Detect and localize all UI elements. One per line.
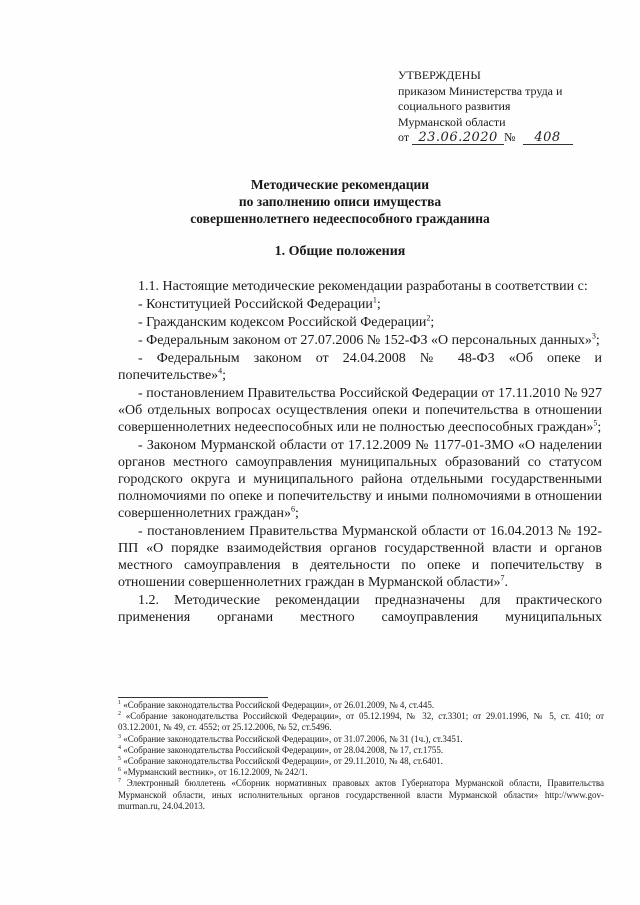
footnote: $^4$ «Собрание законодательства Российской Федерации», от 28.04.2008, № 17, ст.1755. bbox=[118, 744, 444, 755]
title-line-2: по заполнению описи имущества bbox=[238, 194, 442, 209]
approval-stamp bbox=[398, 68, 598, 146]
list-item-law-1177: - Законом Мурманской области от 17.12.2009 № 1177-01-ЗМО «О наделении органов местного самоуправления муниципальных образований со статусом городского округа и муниципального района отдельными государственными полномочиями по опеке и попечительству и иными полномочиями в отношении совершеннолетних граждан»$^6$; bbox=[118, 438, 602, 521]
approval-ministry-line: социального развития bbox=[398, 99, 511, 113]
document-title bbox=[150, 176, 530, 227]
title-line-1: Методические рекомендации bbox=[250, 177, 430, 192]
section-heading: 1. Общие положения bbox=[274, 244, 406, 259]
handwritten-number: 408 bbox=[523, 131, 573, 145]
footnote: $^7$ Электронный бюллетень «Сборник нормативных правовых актов Губернатора Мурманской области, Правительства Мурманской области, иных исполнительных органов государственной власти Мурманской области» http://www.gov-murman.ru, 24.04.2013. bbox=[118, 778, 605, 811]
footnote: $^1$ «Собрание законодательства Российской Федерации», от 26.01.2009, № 4, ст.445. bbox=[118, 700, 435, 710]
document-body bbox=[118, 278, 602, 627]
footnote: $^5$ «Собрание законодательства Российской Федерации», от 29.11.2010, № 48, ст.6401. bbox=[118, 756, 443, 767]
title-line-3: совершеннолетнего недееспособного гражданина bbox=[190, 211, 490, 226]
paragraph-1-1: 1.1. Настоящие методические рекомендации разработаны в соответствии с: bbox=[138, 279, 588, 294]
approval-order-line: приказом Министерства труда и bbox=[398, 83, 563, 98]
handwritten-date: 23.06.2020 bbox=[412, 131, 504, 145]
footnote: $^2$ «Собрание законодательства Российской Федерации», от 05.12.1994, № 32, ст.3301; от 29.01.1996, № 5, ст. 410; от 03.12.2001, № 49, ст. 4552; от 25.12.2006, № 52, ст.5496. bbox=[118, 711, 605, 733]
list-item-law-48: - Федеральным законом от 24.04.2008 № 48-ФЗ «Об опеке и попечительстве»$^4$; bbox=[118, 351, 602, 383]
list-item-decree-927: - постановлением Правительства Российской Федерации от 17.11.2010 № 927 «Об отдельных вопросах осуществления опеки и попечительства в отношении совершеннолетних недееспособных или не полностью дееспособных граждан»$^5$; bbox=[118, 386, 602, 435]
approval-heading: УТВЕРЖДЕНЫ bbox=[398, 68, 481, 82]
approval-region-line: Мурманской области bbox=[398, 114, 506, 129]
date-prefix: от bbox=[398, 130, 410, 144]
footnote: $^3$ «Собрание законодательства Российской Федерации», от 31.07.2006, № 31 (1ч.), ст.3451. bbox=[118, 733, 463, 744]
footnote-separator bbox=[118, 697, 268, 698]
list-item-civil-code: - Гражданским кодексом Российской Федерации$^2$; bbox=[138, 313, 435, 330]
footnote: $^6$ «Мурманский вестник», от 16.12.2009, № 242/1. bbox=[118, 767, 308, 778]
footnotes bbox=[118, 700, 604, 812]
list-item-law-152: - Федеральным законом от 27.07.2006 № 152-ФЗ «О персональных данных»$^3$; bbox=[138, 331, 600, 348]
paragraph-1-2: 1.2. Методические рекомендации предназначены для практического применения органами местного самоуправления муниципальных bbox=[118, 593, 602, 625]
list-item-constitution: - Конституцией Российской Федерации$^1$; bbox=[138, 295, 381, 312]
list-item-decree-192: - постановлением Правительства Мурманской области от 16.04.2013 № 192-ПП «О порядке взаимодействия органов государственной власти и органов местного самоуправления в деятельности по опеке и попечительству в отношении совершеннолетних граждан в Мурманской области»$^7$. bbox=[118, 524, 602, 590]
number-sign: № bbox=[504, 130, 516, 144]
approval-date-line bbox=[398, 130, 598, 146]
